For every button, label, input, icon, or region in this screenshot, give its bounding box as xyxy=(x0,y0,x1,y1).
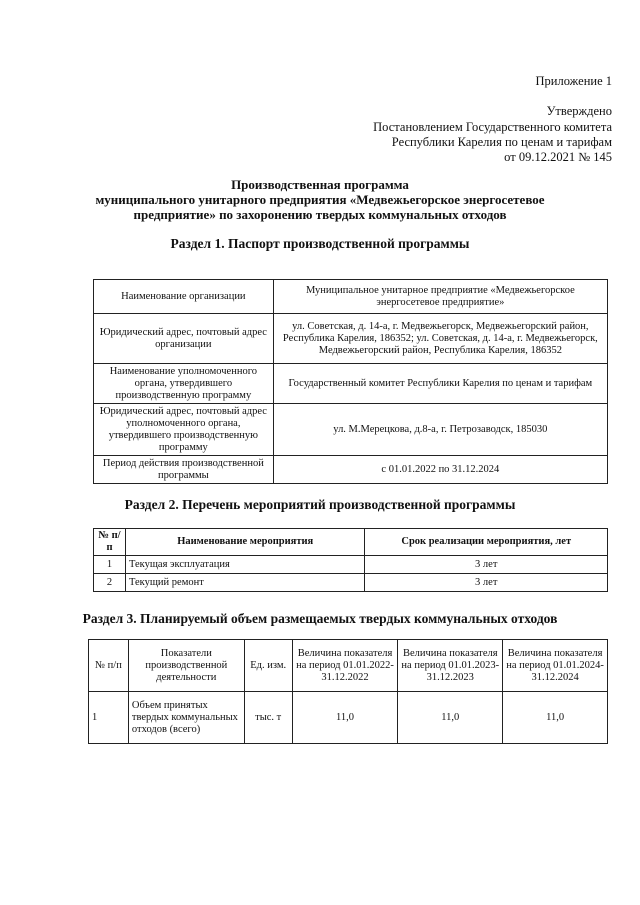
row-term: 3 лет xyxy=(365,574,608,592)
row-value-2022: 11,0 xyxy=(292,692,398,744)
row-value-2024: 11,0 xyxy=(503,692,608,744)
table-row xyxy=(94,280,608,314)
section1-heading: Раздел 1. Паспорт производственной программы xyxy=(170,236,470,251)
col-period-2024-header: Величина показателя на период 01.01.2024-31.12.2024 xyxy=(503,640,608,692)
row-unit: тыс. т xyxy=(244,692,292,744)
passport-value: ул. Советская, д. 14-а, г. Медвежьегорск, Медвежьегорский район, Республика Карелия, 186352; ул. Советская, д. 14-а, г. Медвежьегорск, Медвежьегорский район, Республика Карелия, 186352 xyxy=(273,314,607,364)
section2-heading: Раздел 2. Перечень мероприятий производственной программы xyxy=(124,497,516,512)
row-num: 1 xyxy=(94,556,126,574)
passport-label: Наименование уполномоченного органа, утвердившего производственную программу xyxy=(94,364,274,404)
col-name-header: Наименование мероприятия xyxy=(125,529,365,556)
passport-value: Государственный комитет Республики Карелия по ценам и тарифам xyxy=(273,364,607,404)
passport-label: Юридический адрес, почтовый адрес организации xyxy=(94,314,274,364)
appendix-label: Приложение 1 xyxy=(535,74,612,88)
table-row xyxy=(94,364,608,404)
table-header-row xyxy=(89,640,608,692)
passport-label: Наименование организации xyxy=(94,280,274,314)
row-term: 3 лет xyxy=(365,556,608,574)
passport-value: Муниципальное унитарное предприятие «Медвежьегорское энергосетевое предприятие» xyxy=(273,280,607,314)
table-row xyxy=(89,692,608,744)
row-name: Текущая эксплуатация xyxy=(125,556,365,574)
volume-table xyxy=(88,639,608,744)
decree-line-2: Республики Карелия по ценам и тарифам xyxy=(391,135,612,149)
row-num: 1 xyxy=(89,692,129,744)
row-num: 2 xyxy=(94,574,126,592)
col-indicator-header: Показатели производственной деятельности xyxy=(128,640,244,692)
program-title-line-3: предприятие» по захоронению твердых коммунальных отходов xyxy=(133,207,507,222)
row-indicator: Объем принятых твердых коммунальных отходов (всего) xyxy=(128,692,244,744)
row-value-2023: 11,0 xyxy=(398,692,503,744)
passport-value: ул. М.Мерецкова, д.8-а, г. Петрозаводск, 185030 xyxy=(273,404,607,456)
table-row xyxy=(94,556,608,574)
measures-table xyxy=(93,528,608,592)
decree-line-3: от 09.12.2021 № 145 xyxy=(504,150,612,164)
passport-label: Период действия производственной программы xyxy=(94,456,274,484)
passport-table xyxy=(93,279,608,484)
table-header-row xyxy=(94,529,608,556)
table-row xyxy=(94,574,608,592)
col-term-header: Срок реализации мероприятия, лет xyxy=(365,529,608,556)
table-row xyxy=(94,456,608,484)
col-num-header: № п/п xyxy=(94,529,126,556)
program-title-line-1: Производственная программа xyxy=(231,177,409,192)
col-num-header: № п/п xyxy=(89,640,129,692)
col-unit-header: Ед. изм. xyxy=(244,640,292,692)
decree-line-1: Постановлением Государственного комитета xyxy=(373,120,612,134)
col-period-2022-header: Величина показателя на период 01.01.2022-31.12.2022 xyxy=(292,640,398,692)
section3-heading: Раздел 3. Планируемый объем размещаемых твердых коммунальных отходов xyxy=(82,611,558,626)
table-row xyxy=(94,314,608,364)
passport-label: Юридический адрес, почтовый адрес уполномоченного органа, утвердившего производственную программу xyxy=(94,404,274,456)
row-name: Текущий ремонт xyxy=(125,574,365,592)
col-period-2023-header: Величина показателя на период 01.01.2023-31.12.2023 xyxy=(398,640,503,692)
passport-value: с 01.01.2022 по 31.12.2024 xyxy=(273,456,607,484)
program-title-line-2: муниципального унитарного предприятия «Медвежьегорское энергосетевое xyxy=(95,192,545,207)
approved-label: Утверждено xyxy=(546,104,612,118)
table-row xyxy=(94,404,608,456)
